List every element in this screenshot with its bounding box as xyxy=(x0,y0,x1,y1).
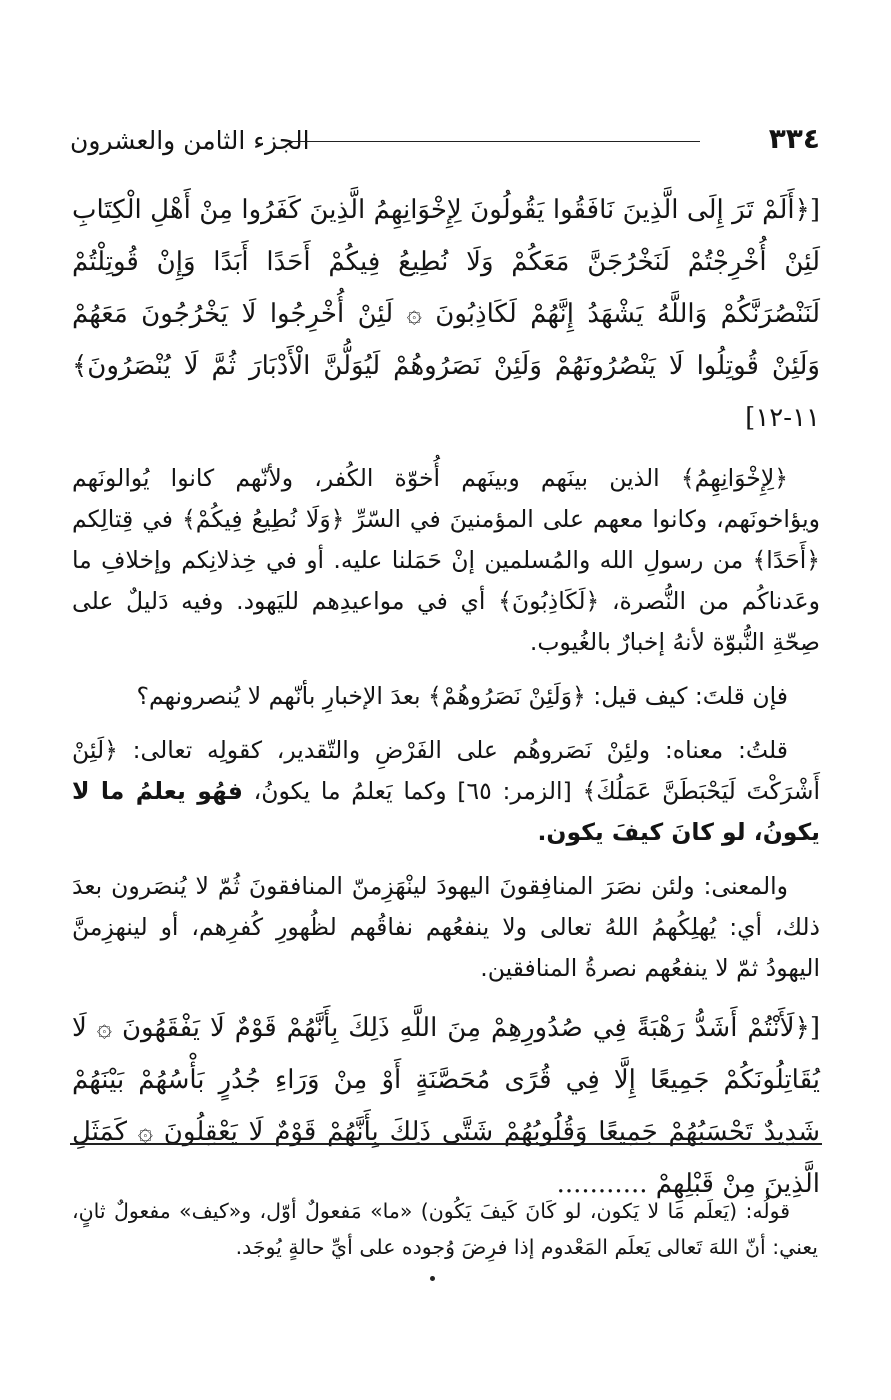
question-paragraph: فإن قلتَ: كيف قيل: ﴿وَلَئِنْ نَصَرُوهُمْ﴾ بعدَ الإخبارِ بأنّهم لا يُنصرونهم؟ xyxy=(136,682,788,710)
footnote-separator xyxy=(70,1143,822,1145)
commentary-paragraph: ﴿لِإِخْوَانِهِمُ﴾ الذين بينَهم وبينَهم أُخوّة الكُفر، ولأنّهم كانوا يُوالونَهم ويؤاخونَهم، وكانوا معهم على المؤمنينَ في السّرِّ ﴿وَلَا نُطِيعُ فِيكُمْ﴾ في قِتالِكم ﴿أَحَدًا﴾ من رسولِ الله والمُسلمين إنْ حَمَلنا عليه. أو في خِذلانِكم وإخلافِ ما وعَدناكُم من النُّصرة، ﴿لَكَاذِبُونَ﴾ أي في مواعيدِهم لليَهود. وفيه دَليلٌ على صِحّةِ النُّبوّة لأنهُ إخبارٌ بالغُيوب. xyxy=(72,464,820,656)
header-rule xyxy=(288,141,700,142)
answer-paragraph xyxy=(72,730,820,853)
page-mark xyxy=(430,1276,435,1281)
main-text xyxy=(72,184,820,1224)
meaning-paragraph: والمعنى: ولئن نصَرَ المنافِقونَ اليهودَ لينْهَزِمنّ المنافقونَ ثُمّ لا يُنصَرون بعدَ ذلك، أي: يُهلِكُهمُ اللهُ تعالى ولا ينفعُهم نفاقُهم لظُهورِ كُفرِهم، أو لينهزِمنَّ اليهودُ ثمّ لا ينفعُهم نصرةُ المنافقين. xyxy=(72,872,820,982)
page-number: ٣٣٤ xyxy=(768,122,820,155)
quran-verse-block: [﴿لَأَنْتُمْ أَشَدُّ رَهْبَةً فِي صُدُورِهِمْ مِنَ اللَّهِ ذَلِكَ بِأَنَّهُمْ قَوْمٌ لَا يَفْقَهُونَ ۞ لَا يُقَاتِلُونَكُمْ جَمِيعًا إِلَّا فِي قُرًى مُحَصَّنَةٍ أَوْ مِنْ وَرَاءِ جُدُرٍ بَأْسُهُمْ بَيْنَهُمْ شَدِيدٌ تَحْسَبُهُمْ جَمِيعًا وَقُلُوبُهُمْ شَتَّى ذَلِكَ بِأَنَّهُمْ قَوْمٌ لَا يَعْقِلُونَ ۞ كَمَثَلِ الَّذِينَ مِنْ قَبْلِهِمْ ........... xyxy=(72,1013,820,1199)
answer-emphasis: فهُو يعلمُ ما لا يكونُ، لو كانَ كيفَ يكون. xyxy=(72,777,820,846)
answer-text: قلتُ: معناه: ولئِنْ نَصَروهُم على الفَرْضِ والتّقدير، كقولِه تعالى: ﴿لَئِنْ أَشْرَكْتَ لَيَحْبَطَنَّ عَمَلُكَ﴾ [الزمر: ٦٥] وكما يَعلمُ ما يكونُ، xyxy=(72,736,820,805)
footnote: قولُه: (يَعلَم مَا لا يَكون، لو كَانَ كَيفَ يَكُون) «ما» مَفعولٌ أوّل، و«كيف» مفعولٌ ثانٍ، يعني: أنّ اللهَ تَعالى يَعلَم المَعْدوم إذا فرِضَ وُجوده على أيِّ حالةٍ يُوجَد. xyxy=(72,1198,818,1259)
running-title: الجزء الثامن والعشرون xyxy=(70,126,310,155)
quran-verse-block: [﴿أَلَمْ تَرَ إِلَى الَّذِينَ نَافَقُوا يَقُولُونَ لِإِخْوَانِهِمُ الَّذِينَ كَفَرُوا مِنْ أَهْلِ الْكِتَابِ لَئِنْ أُخْرِجْتُمْ لَنَخْرُجَنَّ مَعَكُمْ وَلَا نُطِيعُ فِيكُمْ أَحَدًا أَبَدًا وَإِنْ قُوتِلْتُمْ لَنَنْصُرَنَّكُمْ وَاللَّهُ يَشْهَدُ إِنَّهُمْ لَكَاذِبُونَ ۞ لَئِنْ أُخْرِجُوا لَا يَخْرُجُونَ مَعَهُمْ وَلَئِنْ قُوتِلُوا لَا يَنْصُرُونَهُمْ وَلَئِنْ نَصَرُوهُمْ لَيُوَلُّنَّ الْأَدْبَارَ ثُمَّ لَا يُنْصَرُونَ﴾ ١١-١٢] xyxy=(72,195,820,433)
running-header xyxy=(70,122,820,162)
